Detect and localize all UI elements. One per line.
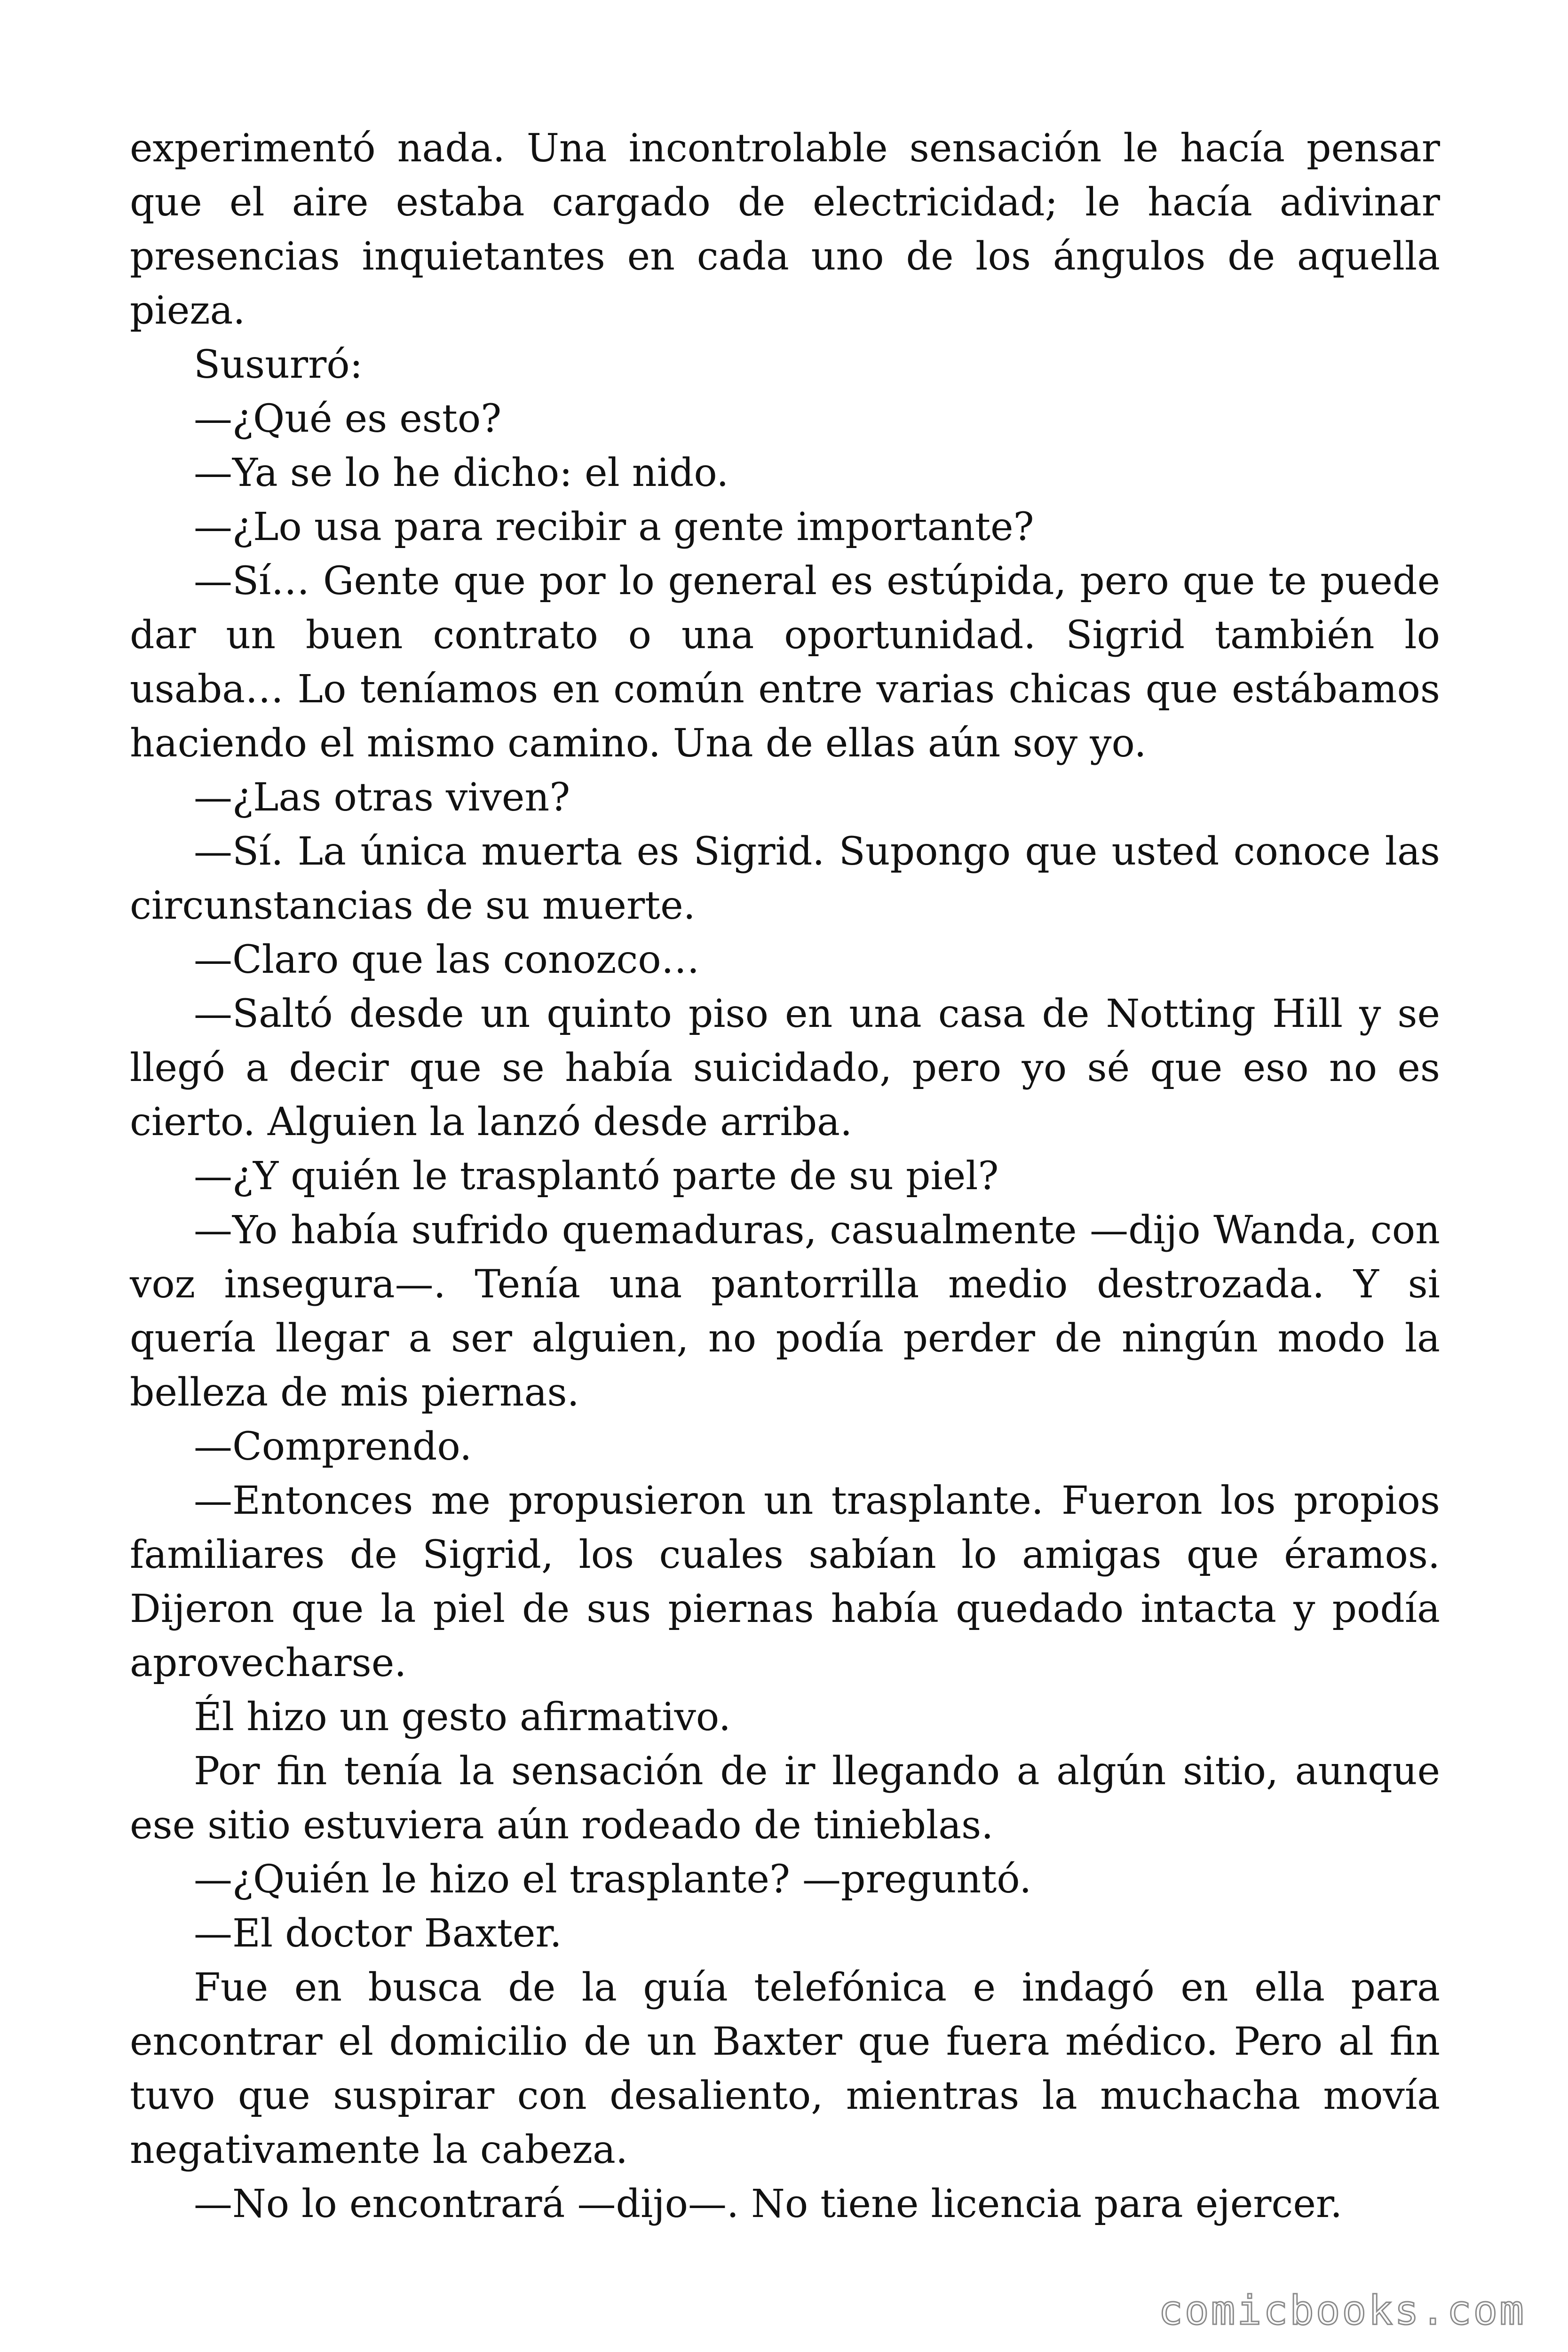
paragraph: —No lo encontrará —dijo—. No tiene licencia para ejercer.: [194, 2182, 1343, 2226]
paragraph: experimentó nada. Una incontrolable sensación le hacía pensar que el aire estaba cargado de electricidad; le hacía adivinar presencias inquietantes en cada uno de los ángulos de aquella pieza.: [130, 126, 1440, 333]
paragraph: —Ya se lo he dicho: el nido.: [194, 451, 729, 495]
paragraph: —¿Y quién le trasplantó parte de su piel?: [194, 1154, 999, 1199]
paragraph: Por fin tenía la sensación de ir llegando a algún sitio, aunque ese sitio estuviera aún rodeado de tinieblas.: [130, 1749, 1440, 1848]
paragraph: —¿Lo usa para recibir a gente importante?: [194, 505, 1034, 549]
watermark: comicbooks.com: [1158, 2287, 1526, 2334]
paragraph: —Sí. La única muerta es Sigrid. Supongo que usted conoce las circunstancias de su muerte.: [130, 829, 1440, 928]
paragraph: —Comprendo.: [194, 1424, 472, 1469]
paragraph: —Yo había sufrido quemaduras, casualmente —dijo Wanda, con voz insegura—. Tenía una pantorrilla medio destrozada. Y si quería llegar a ser alguien, no podía perder de ningún modo la belleza de mis piernas.: [130, 1208, 1440, 1415]
paragraph: —¿Quién le hizo el trasplante? —preguntó.: [194, 1857, 1032, 1902]
paragraph: —Entonces me propusieron un trasplante. Fueron los propios familiares de Sigrid, los cuales sabían lo amigas que éramos. Dijeron que la piel de sus piernas había quedado intacta y podía aprovecharse.: [130, 1478, 1440, 1685]
paragraph: —Sí… Gente que por lo general es estúpida, pero que te puede dar un buen contrato o una oportunidad. Sigrid también lo usaba… Lo teníamos en común entre varias chicas que estábamos haciendo el mismo camino. Una de ellas aún soy yo.: [130, 559, 1440, 766]
paragraph: —¿Qué es esto?: [194, 397, 502, 441]
paragraph: —¿Las otras viven?: [194, 775, 570, 820]
body-text: [130, 121, 1440, 2231]
paragraph: —El doctor Baxter.: [194, 1911, 562, 1956]
paragraph: Él hizo un gesto afirmativo.: [194, 1695, 731, 1740]
paragraph: —Saltó desde un quinto piso en una casa de Notting Hill y se llegó a decir que se había suicidado, pero yo sé que eso no es cierto. Alguien la lanzó desde arriba.: [130, 992, 1440, 1144]
paragraph: —Claro que las conozco…: [194, 938, 700, 982]
paragraph: Fue en busca de la guía telefónica e indagó en ella para encontrar el domicilio de un Baxter que fuera médico. Pero al fin tuvo que suspirar con desaliento, mientras la muchacha movía negativamente la cabeza.: [130, 1965, 1440, 2172]
paragraph: Susurró:: [194, 342, 363, 387]
